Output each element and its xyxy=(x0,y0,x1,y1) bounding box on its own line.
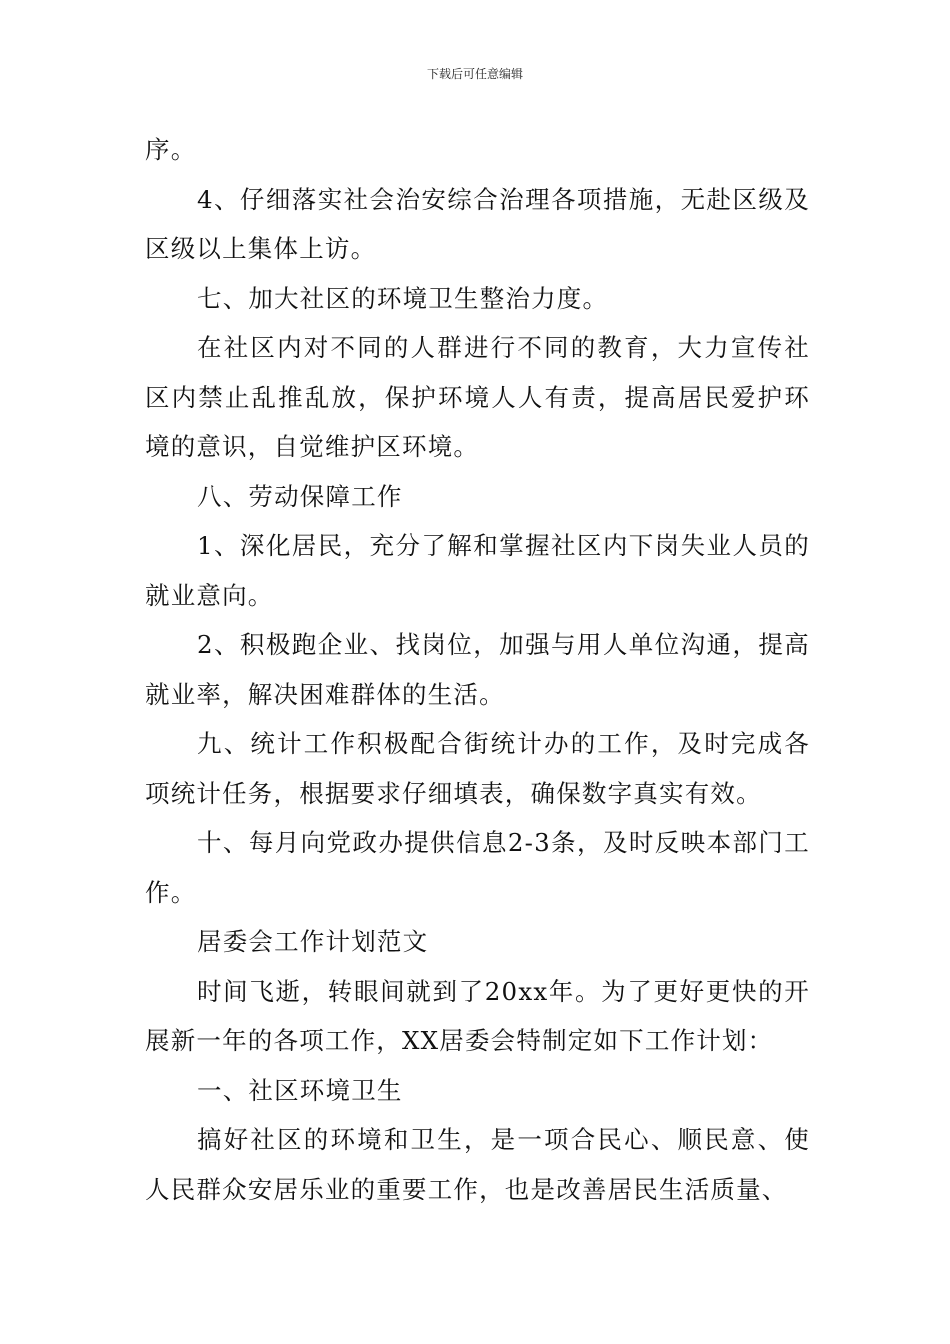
paragraph: 九、统计工作积极配合街统计办的工作，及时完成各项统计任务，根据要求仔细填表，确保数字真实有效。 xyxy=(145,729,810,808)
paragraph: 2、积极跑企业、找岗位，加强与用人单位沟通，提高就业率，解决困难群体的生活。 xyxy=(145,630,810,709)
paragraph: 1、深化居民，充分了解和掌握社区内下岗失业人员的就业意向。 xyxy=(145,531,810,610)
document-title: 居委会工作计划范文 xyxy=(197,927,429,956)
document-body xyxy=(145,125,810,1214)
paragraph: 4、仔细落实社会治安综合治理各项措施，无赴区级及区级以上集体上访。 xyxy=(145,184,810,263)
paragraph: 搞好社区的环境和卫生，是一项合民心、顺民意、使人民群众安居乐业的重要工作，也是改善居民生活质量、 xyxy=(145,1125,810,1204)
paragraph: 在社区内对不同的人群进行不同的教育，大力宣传社区内禁止乱推乱放，保护环境人人有责，提高居民爱护环境的意识，自觉维护区环境。 xyxy=(145,333,810,461)
section-heading: 一、社区环境卫生 xyxy=(197,1075,403,1105)
paragraph: 十、每月向党政办提供信息2-3条，及时反映本部门工作。 xyxy=(145,828,810,907)
section-heading: 七、加大社区的环境卫生整治力度。 xyxy=(197,283,609,313)
paragraph: 时间飞逝，转眼间就到了20xx年。为了更好更快的开展新一年的各项工作，XX居委会特制定如下工作计划： xyxy=(145,976,810,1055)
section-heading: 八、劳动保障工作 xyxy=(197,481,403,511)
paragraph: 序。 xyxy=(145,135,197,164)
page-header: 下载后可任意编辑 xyxy=(426,67,523,81)
